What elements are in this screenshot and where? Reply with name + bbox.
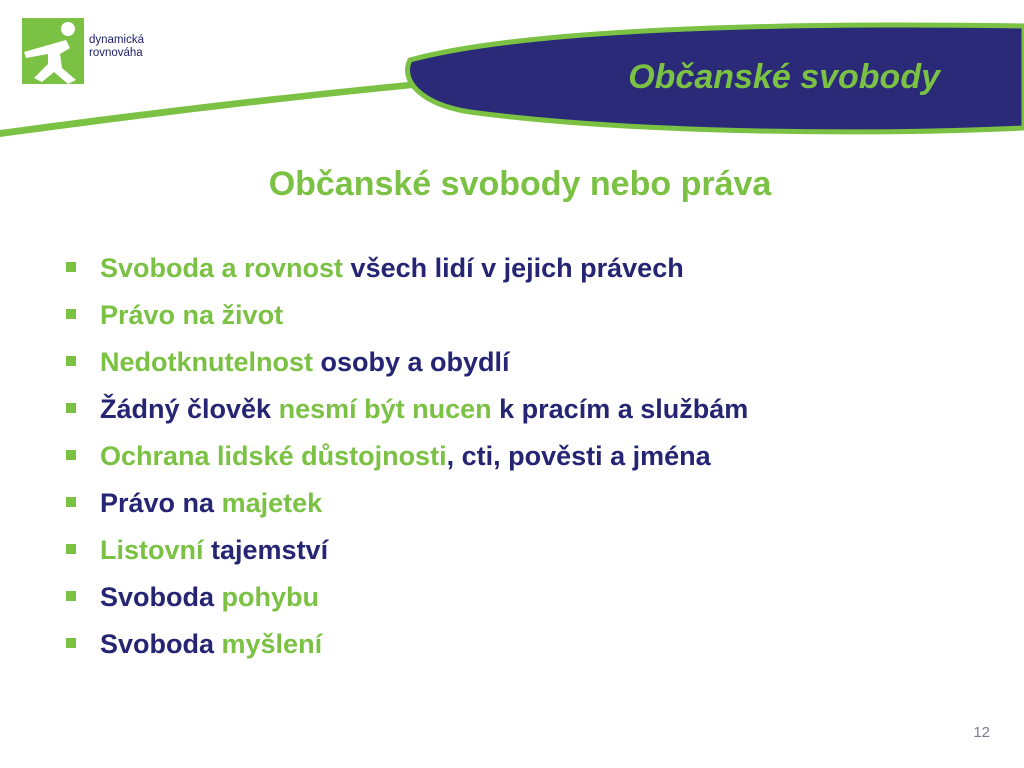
logo-wordmark: [89, 34, 144, 60]
square-bullet-icon: [66, 262, 76, 272]
bullet-list: [66, 246, 748, 669]
bullet-text-segment: Žádný člověk: [100, 394, 272, 424]
bullet-item: [66, 434, 748, 481]
bullet-text-segment: majetek: [214, 488, 323, 518]
bullet-text-segment: Listovní: [100, 535, 204, 565]
bullet-text-segment: pohybu: [214, 582, 319, 612]
bullet-text-segment: Nedotknutelnost: [100, 347, 313, 377]
person-figure-icon: [22, 18, 84, 84]
slide-title: Občanské svobody nebo práva: [268, 165, 772, 203]
logo-mark: [22, 18, 84, 84]
bullet-item: [66, 340, 748, 387]
square-bullet-icon: [66, 638, 76, 648]
square-bullet-icon: [66, 309, 76, 319]
logo: [22, 18, 172, 88]
bullet-text-segment: Ochrana lidské důstojnosti: [100, 441, 447, 471]
bullet-text-segment: osoby a obydlí: [313, 347, 510, 377]
header-title: Občanské svobody: [628, 58, 940, 96]
bullet-text-segment: Svoboda: [100, 582, 215, 612]
square-bullet-icon: [66, 450, 76, 460]
bullet-text-segment: Svoboda a rovnost: [100, 253, 344, 283]
square-bullet-icon: [66, 403, 76, 413]
bullet-item: [66, 293, 748, 340]
bullet-item: [66, 387, 748, 434]
square-bullet-icon: [66, 544, 76, 554]
logo-line-1: dynamická: [89, 34, 144, 46]
square-bullet-icon: [66, 591, 76, 601]
bullet-text-segment: tajemství: [203, 535, 329, 565]
page-number: 12: [973, 724, 990, 741]
bullet-item: [66, 481, 748, 528]
bullet-item: [66, 528, 748, 575]
square-bullet-icon: [66, 497, 76, 507]
bullet-text-segment: Svoboda: [100, 629, 215, 659]
bullet-text-segment: myšlení: [214, 629, 323, 659]
bullet-text-segment: Právo na život: [100, 300, 284, 330]
square-bullet-icon: [66, 356, 76, 366]
bullet-text-segment: , cti, pověsti a jména: [446, 441, 711, 471]
bullet-item: [66, 575, 748, 622]
bullet-text-segment: všech lidí v jejich právech: [343, 253, 684, 283]
bullet-item: [66, 622, 748, 669]
bullet-text-segment: nesmí být nucen: [271, 394, 492, 424]
logo-line-2: rovnováha: [89, 47, 143, 59]
bullet-text-segment: Právo na: [100, 488, 215, 518]
bullet-text-segment: k pracím a službám: [491, 394, 749, 424]
bullet-item: [66, 246, 748, 293]
